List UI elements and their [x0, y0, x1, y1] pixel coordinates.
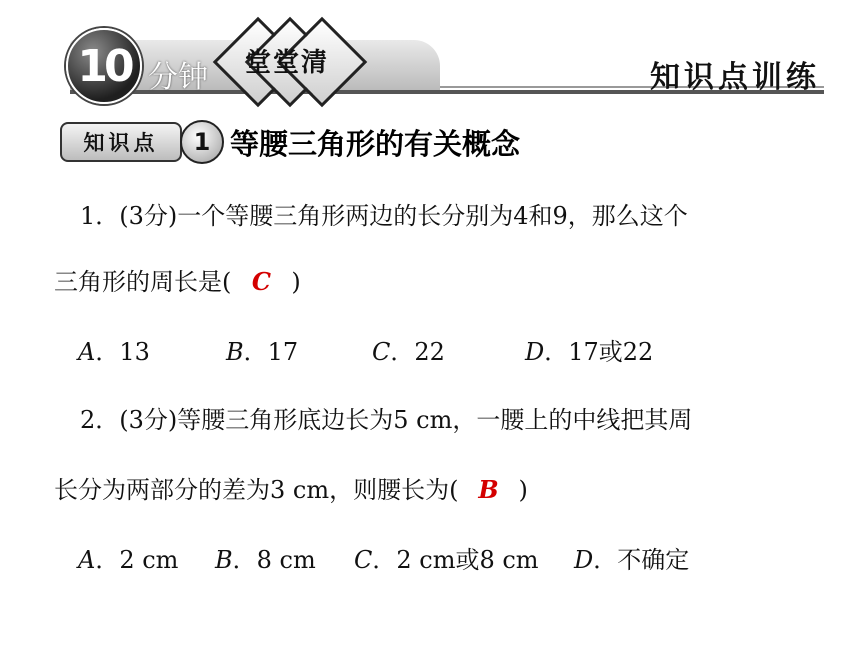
option-letter: D — [525, 338, 545, 366]
option-letter: B — [215, 546, 233, 574]
question-2-answer: B — [478, 475, 499, 504]
question-1-prefix: 三角形的周长是( — [54, 268, 232, 296]
option-text: ．22 — [390, 338, 445, 366]
option-letter: C — [354, 546, 373, 574]
question-2-option-d — [574, 540, 689, 575]
diamond-logo — [212, 22, 362, 98]
question-1-option-b — [226, 332, 298, 367]
question-2-option-c — [354, 540, 539, 575]
question-1-option-d — [525, 332, 653, 367]
question-1-line-1: 1．(3分)一个等腰三角形两边的长分别为4和9，那么这个 — [80, 202, 688, 230]
option-text: ．17 — [243, 338, 299, 366]
option-text: ．13 — [95, 338, 150, 366]
minutes-label: 分钟 — [148, 60, 208, 95]
option-letter: A — [78, 338, 96, 366]
question-2-prefix: 长分为两部分的差为3 cm，则腰长为( — [54, 476, 459, 504]
question-1-option-a — [78, 332, 150, 367]
option-text: ．17或22 — [544, 338, 654, 366]
ten-minute-badge: 10 — [66, 28, 142, 104]
diamond-label: 堂堂清 — [244, 48, 329, 78]
knowledge-point-tag: 知识点 — [60, 122, 182, 162]
option-letter: C — [372, 338, 391, 366]
knowledge-point-number: 1 — [180, 120, 224, 164]
option-text: ．2 cm — [95, 546, 179, 574]
question-2-line-2 — [54, 470, 528, 505]
section-label: 知识点训练 — [650, 60, 820, 95]
option-letter: A — [78, 546, 96, 574]
question-1-answer: C — [251, 267, 271, 296]
question-1-line-2 — [54, 262, 301, 297]
option-letter: B — [226, 338, 244, 366]
option-text: ．8 cm — [232, 546, 316, 574]
knowledge-point-title: 等腰三角形的有关概念 — [230, 127, 521, 161]
question-1-option-c — [372, 332, 445, 367]
option-text: ．2 cm或8 cm — [372, 546, 539, 574]
question-2-suffix: ) — [518, 476, 528, 504]
question-2-line-1: 2．(3分)等腰三角形底边长为5 cm，一腰上的中线把其周 — [80, 406, 693, 434]
question-2-option-a — [78, 540, 178, 575]
option-text: ．不确定 — [593, 546, 690, 574]
question-1-suffix: ) — [291, 268, 301, 296]
question-2-option-b — [215, 540, 316, 575]
option-letter: D — [574, 546, 594, 574]
